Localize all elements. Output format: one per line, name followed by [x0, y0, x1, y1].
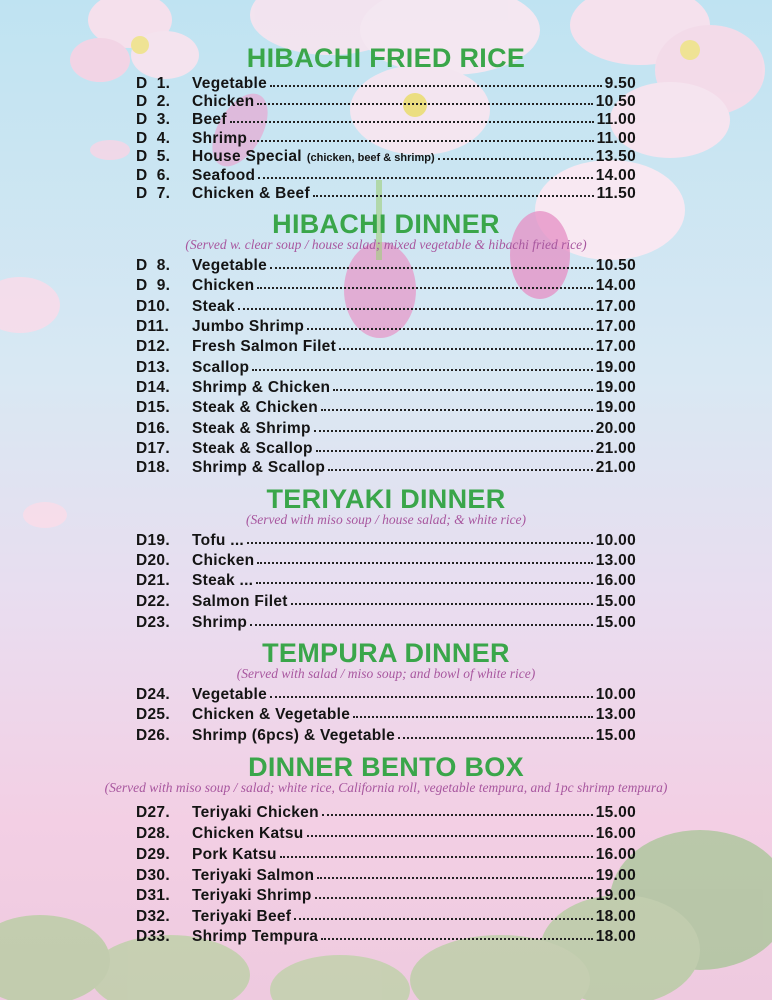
item-code: D21.: [136, 572, 170, 589]
item-name: Steak ...: [192, 572, 254, 589]
item-name: Shrimp (6pcs) & Vegetable: [192, 727, 396, 744]
item-code: D 9.: [136, 277, 171, 294]
menu-item: [136, 257, 636, 277]
menu-item: [136, 706, 636, 726]
menu-item: [136, 440, 636, 460]
menu-item: [136, 572, 636, 592]
item-code: D30.: [136, 867, 170, 884]
item-name: Fresh Salmon Filet: [192, 338, 337, 355]
item-price: 19.00: [595, 867, 636, 884]
item-name: Shrimp: [192, 130, 248, 147]
dot-leader: [307, 324, 593, 330]
item-code: D25.: [136, 706, 170, 723]
item-price: 15.00: [595, 727, 636, 744]
item-code: D 1.: [136, 75, 171, 92]
dot-leader: [258, 173, 592, 179]
menu-item: [136, 318, 636, 338]
item-name: Beef: [192, 111, 227, 128]
dot-leader: [238, 304, 593, 310]
item-price: 19.00: [595, 359, 636, 376]
item-name: Chicken: [192, 277, 255, 294]
item-code: D14.: [136, 379, 170, 396]
item-name: Tofu ...: [192, 532, 245, 549]
item-name: Steak: [192, 298, 235, 315]
item-price: 9.50: [604, 75, 636, 92]
menu-item: [136, 908, 636, 928]
item-price: 19.00: [595, 887, 636, 904]
item-code: D15.: [136, 399, 170, 416]
menu-item: [136, 93, 636, 113]
menu-item: [136, 928, 636, 948]
dot-leader: [339, 344, 593, 350]
menu-item: [136, 75, 636, 95]
item-price: 21.00: [595, 459, 636, 476]
dot-leader: [291, 599, 593, 605]
item-price: 20.00: [595, 420, 636, 437]
menu-item: [136, 359, 636, 379]
item-code: D 5.: [136, 148, 171, 165]
item-price: 14.00: [595, 167, 636, 184]
menu-item: [136, 420, 636, 440]
dot-leader: [256, 578, 592, 584]
item-price: 18.00: [595, 928, 636, 945]
dot-leader: [317, 873, 592, 879]
item-name: Steak & Scallop: [192, 440, 313, 457]
item-price: 17.00: [595, 318, 636, 335]
item-name: Teriyaki Salmon: [192, 867, 315, 884]
item-code: D 3.: [136, 111, 171, 128]
item-price: 15.00: [595, 804, 636, 821]
item-name: Salmon Filet: [192, 593, 288, 610]
item-price: 16.00: [595, 572, 636, 589]
item-name: Scallop: [192, 359, 250, 376]
menu-item: [136, 167, 636, 187]
item-price: 15.00: [595, 614, 636, 631]
dot-leader: [322, 810, 593, 816]
menu-item: [136, 593, 636, 613]
menu-item: [136, 532, 636, 552]
dot-leader: [333, 385, 592, 391]
item-price: 11.50: [596, 185, 636, 202]
item-price: 21.00: [595, 440, 636, 457]
item-name: Seafood: [192, 167, 256, 184]
item-code: D27.: [136, 804, 170, 821]
item-code: D19.: [136, 532, 170, 549]
item-code: D11.: [136, 318, 170, 335]
item-price: 14.00: [595, 277, 636, 294]
item-name: Shrimp & Scallop: [192, 459, 326, 476]
dot-leader: [250, 136, 593, 142]
dot-leader: [270, 692, 593, 698]
section-title: TERIYAKI DINNER: [266, 484, 506, 514]
menu-item: [136, 130, 636, 150]
item-price: 10.50: [595, 257, 636, 274]
dot-leader: [321, 934, 592, 940]
section-title: DINNER BENTO BOX: [248, 752, 524, 782]
menu-item: [136, 552, 636, 572]
item-name: Chicken: [192, 93, 255, 110]
menu-item: [136, 111, 636, 131]
item-price: 10.00: [595, 686, 636, 703]
item-price: 13.00: [595, 552, 636, 569]
item-code: D17.: [136, 440, 170, 457]
item-code: D20.: [136, 552, 170, 569]
menu-item: [136, 148, 636, 168]
menu-item: [136, 459, 636, 479]
menu-item: [136, 887, 636, 907]
item-price: 17.00: [595, 298, 636, 315]
section-subtitle: (Served w. clear soup / house salad; mixed vegetable & hibachi fried rice): [185, 237, 587, 252]
dot-leader: [353, 712, 593, 718]
item-name: House Special: [192, 148, 302, 165]
menu-item: [136, 277, 636, 297]
item-name: Vegetable: [192, 686, 268, 703]
item-code: D32.: [136, 908, 170, 925]
menu-item: [136, 379, 636, 399]
item-note: (chicken, beef & shrimp): [306, 152, 435, 164]
section-title: HIBACHI DINNER: [272, 209, 500, 239]
item-name: Teriyaki Shrimp: [192, 887, 312, 904]
item-price: 13.00: [595, 706, 636, 723]
dot-leader: [313, 191, 594, 197]
item-name: Teriyaki Chicken: [192, 804, 319, 821]
item-name: Vegetable: [192, 257, 268, 274]
item-name: Teriyaki Beef: [192, 908, 292, 925]
item-code: D26.: [136, 727, 170, 744]
dot-leader: [316, 446, 593, 452]
item-code: D 8.: [136, 257, 171, 274]
menu-item: [136, 825, 636, 845]
item-code: D23.: [136, 614, 170, 631]
item-name: Chicken Katsu: [192, 825, 304, 842]
dot-leader: [257, 558, 592, 564]
item-price: 19.00: [595, 379, 636, 396]
item-name: Chicken & Beef: [192, 185, 310, 202]
menu-item: [136, 399, 636, 419]
dot-leader: [307, 831, 593, 837]
item-name: Steak & Shrimp: [192, 420, 311, 437]
item-name: Chicken & Vegetable: [192, 706, 351, 723]
menu-item: [136, 846, 636, 866]
dot-leader: [314, 426, 593, 432]
dot-leader: [280, 852, 593, 858]
dot-leader: [321, 405, 593, 411]
item-price: 19.00: [595, 399, 636, 416]
menu-item: [136, 867, 636, 887]
item-price: 16.00: [595, 825, 636, 842]
item-price: 11.00: [596, 111, 636, 128]
section-title: HIBACHI FRIED RICE: [246, 43, 526, 73]
item-price: 16.00: [595, 846, 636, 863]
item-name: Steak & Chicken: [192, 399, 318, 416]
item-name: Shrimp & Chicken: [192, 379, 331, 396]
menu-item: [136, 804, 636, 824]
item-price: 10.00: [595, 532, 636, 549]
item-name: Shrimp Tempura: [192, 928, 319, 945]
item-name: Jumbo Shrimp: [192, 318, 305, 335]
section-subtitle: (Served with miso soup / salad; white rice, California roll, vegetable tempura, and 1pc shrimp tempura): [104, 780, 668, 795]
dot-leader: [438, 154, 593, 160]
item-price: 10.50: [595, 93, 636, 110]
item-price: 18.00: [595, 908, 636, 925]
item-code: D22.: [136, 593, 170, 610]
item-code: D13.: [136, 359, 170, 376]
dot-leader: [270, 81, 602, 87]
dot-leader: [315, 893, 593, 899]
item-code: D16.: [136, 420, 170, 437]
dot-leader: [252, 365, 592, 371]
item-price: 13.50: [595, 148, 636, 165]
section-title: TEMPURA DINNER: [262, 638, 510, 668]
item-code: D28.: [136, 825, 170, 842]
item-price: 15.00: [595, 593, 636, 610]
dot-leader: [257, 283, 592, 289]
dot-leader: [398, 733, 593, 739]
item-code: D 6.: [136, 167, 171, 184]
item-price: 11.00: [596, 130, 636, 147]
menu-item: [136, 298, 636, 318]
menu-item: [136, 686, 636, 706]
item-code: D 4.: [136, 130, 171, 147]
section-subtitle: (Served with miso soup / house salad; & white rice): [245, 512, 527, 527]
item-code: D18.: [136, 459, 170, 476]
menu-item: [136, 727, 636, 747]
dot-leader: [257, 99, 592, 105]
item-code: D33.: [136, 928, 170, 945]
dot-leader: [270, 263, 593, 269]
dot-leader: [247, 538, 593, 544]
item-code: D31.: [136, 887, 170, 904]
dot-leader: [250, 620, 593, 626]
item-name: Shrimp: [192, 614, 248, 631]
item-name: Chicken: [192, 552, 255, 569]
item-name: Pork Katsu: [192, 846, 277, 863]
dot-leader: [294, 914, 592, 920]
menu-item: [136, 614, 636, 634]
section-subtitle: (Served with salad / miso soup; and bowl of white rice): [236, 666, 536, 681]
item-code: D12.: [136, 338, 170, 355]
item-name: Vegetable: [192, 75, 268, 92]
item-code: D29.: [136, 846, 170, 863]
dot-leader: [230, 117, 594, 123]
menu-item: [136, 185, 636, 205]
item-code: D 2.: [136, 93, 171, 110]
dot-leader: [328, 465, 593, 471]
item-code: D10.: [136, 298, 170, 315]
menu-item: [136, 338, 636, 358]
item-code: D24.: [136, 686, 170, 703]
item-price: 17.00: [595, 338, 636, 355]
item-code: D 7.: [136, 185, 171, 202]
